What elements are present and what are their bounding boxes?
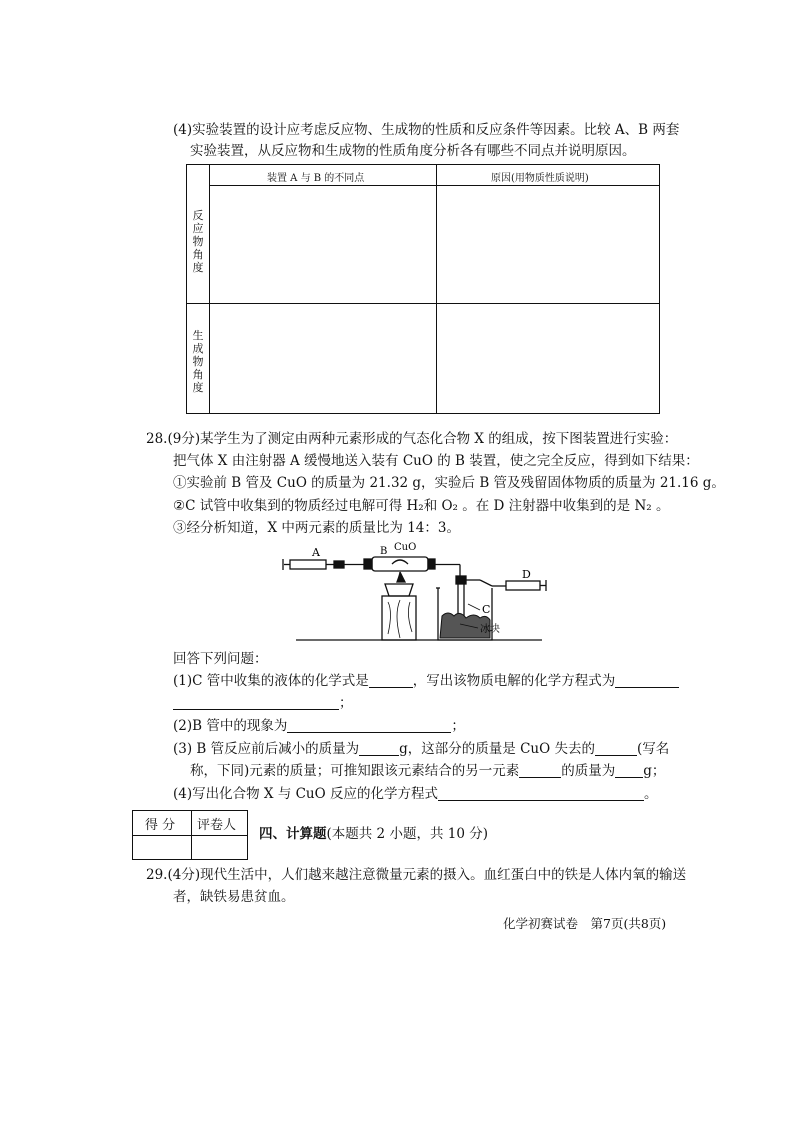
- q4-equation-blank[interactable]: [438, 786, 644, 801]
- q28-line4: ②C 试管中收集到的物质经过电解可得 H₂和 O₂ 。在 D 注射器中收集到的是 N₂ 。: [173, 498, 670, 514]
- q3-other-element-blank[interactable]: [519, 763, 561, 778]
- grader-cell[interactable]: [192, 836, 247, 859]
- q29-line1: 29.(4分)现代生活中，人们越来越注意微量元素的摄入。血红蛋白中的铁是人体内氧的输送: [146, 867, 687, 883]
- q3-other-mass-blank[interactable]: [615, 763, 643, 778]
- q28-line1: 28.(9分)某学生为了测定由两种元素形成的气态化合物 X 的组成，按下图装置进行实验：: [146, 431, 678, 447]
- q28-1-cont: ；: [173, 694, 353, 712]
- q27-4-line2: 实验装置，从反应物和生成物的性质角度分析各有哪些不同点并说明原因。: [190, 143, 636, 159]
- label-a: A: [312, 546, 320, 559]
- answer-cell-product-reason[interactable]: [437, 304, 657, 410]
- table-header-differences: 装置 A 与 B 的不同点: [267, 173, 365, 184]
- label-c: C: [482, 603, 491, 616]
- answer-cell-reactant-diff[interactable]: [210, 186, 435, 302]
- q28-4: (4)写出化合物 X 与 CuO 反应的化学方程式 。: [173, 786, 658, 802]
- section-4-heading: 四、计算题(本题共 2 小题，共 10 分): [259, 826, 488, 842]
- q1-equation-blank-2[interactable]: [173, 695, 339, 710]
- row-label-reactants: 反应物角度: [192, 209, 204, 274]
- q28-3-cont: 称，下同)元素的质量；可推知跟该元素结合的另一元素 的质量为 g；: [190, 763, 666, 779]
- answer-cell-product-diff[interactable]: [210, 304, 435, 410]
- q2-phenomenon-blank[interactable]: [287, 718, 451, 733]
- answer-intro: 回答下列问题：: [173, 651, 268, 667]
- label-cuo: CuO: [394, 542, 417, 553]
- q3-mass-blank[interactable]: [359, 741, 399, 756]
- label-ice: 冰块: [480, 624, 500, 635]
- q27-4-line1: (4)实验装置的设计应考虑反应物、生成物的性质和反应条件等因素。比较 A、B 两套: [173, 122, 680, 138]
- comparison-table: [186, 164, 660, 414]
- q28-2: (2)B 管中的现象为 ；: [173, 718, 465, 734]
- grader-label: 评卷人: [197, 818, 237, 833]
- score-cell[interactable]: [133, 836, 190, 859]
- score-label: 得 分: [145, 818, 176, 833]
- page-footer: 化学初赛试卷 第7页(共8页): [503, 916, 667, 931]
- label-d: D: [522, 568, 531, 581]
- q28-3: (3) B 管反应前后减小的质量为 g，这部分的质量是 CuO 失去的 (写名: [173, 741, 670, 757]
- label-b: B: [380, 546, 388, 557]
- table-header-reasons: 原因(用物质性质说明): [491, 173, 589, 184]
- score-box: [132, 810, 248, 860]
- apparatus-diagram: [280, 538, 550, 648]
- q28-1: (1)C 管中收集的液体的化学式是 ，写出该物质电解的化学方程式为: [173, 672, 679, 690]
- row-label-products: 生成物角度: [192, 329, 204, 394]
- q28-line3: ①实验前 B 管及 CuO 的质量为 21.32 g，实验后 B 管及残留固体物质的质量为 21.16 g。: [173, 475, 725, 491]
- q28-line5: ③经分析知道，X 中两元素的质量比为 14：3。: [173, 520, 460, 536]
- q28-line2: 把气体 X 由注射器 A 缓慢地送入装有 CuO 的 B 装置，使之完全反应，得到如下结果：: [173, 453, 699, 469]
- q3-element-blank[interactable]: [595, 741, 637, 756]
- q29-line2: 者，缺铁易患贫血。: [173, 889, 295, 905]
- answer-cell-reactant-reason[interactable]: [437, 186, 657, 302]
- q1-equation-blank-1[interactable]: [615, 673, 679, 688]
- q1-formula-blank[interactable]: [369, 673, 413, 688]
